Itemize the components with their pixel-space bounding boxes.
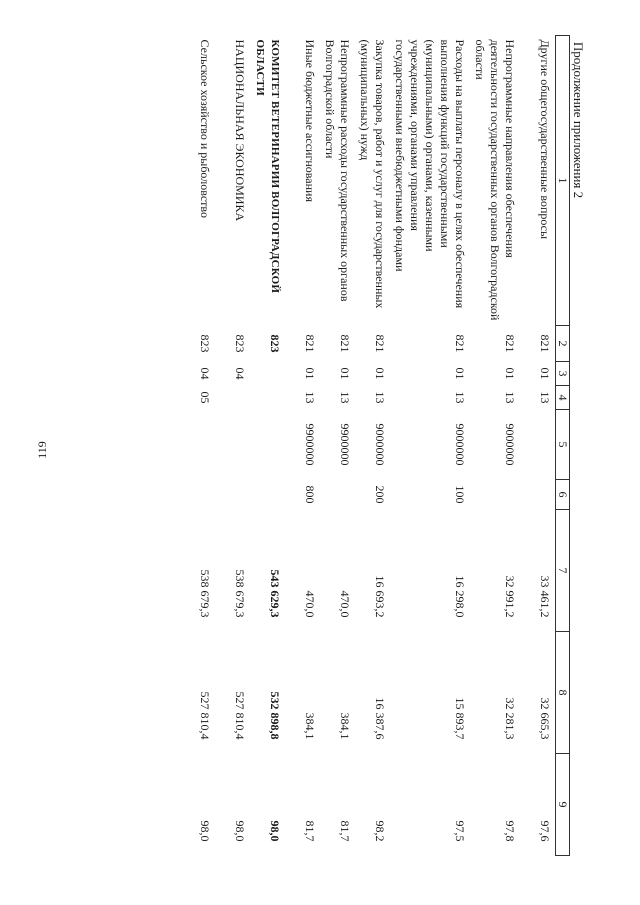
col-header-4: 4 (556, 386, 570, 410)
row-target (520, 410, 556, 480)
page-number: 119 (35, 441, 49, 459)
row-name: Непрограммные расходы государственных органов Волгоградской области (323, 39, 352, 302)
row-type (180, 480, 215, 510)
row-percent: 98,0 (268, 820, 282, 842)
col-header-3: 3 (556, 362, 570, 386)
row-code: 821 (453, 334, 467, 353)
row-target: 9000000 (453, 423, 467, 466)
row-section: 01 (303, 367, 317, 380)
table-row (320, 36, 355, 856)
table-row (180, 36, 215, 856)
row-type (250, 480, 285, 510)
row-type (470, 480, 520, 510)
budget-table (180, 35, 570, 856)
row-percent: 97,6 (538, 820, 552, 842)
table-row (215, 36, 250, 856)
row-planned: 538 679,3 (233, 569, 247, 618)
row-planned: 470,0 (338, 590, 352, 618)
row-name: Иные бюджетные ассигнования (303, 39, 317, 202)
row-name: НАЦИОНАЛЬНАЯ ЭКОНОМИКА (233, 39, 247, 222)
row-type: 800 (303, 485, 317, 504)
row-executed: 16 387,6 (373, 697, 387, 740)
row-section: 01 (453, 367, 467, 380)
row-percent: 98,2 (373, 820, 387, 842)
budget-table-area (90, 35, 570, 855)
table-row (250, 36, 285, 856)
row-executed: 527 810,4 (233, 691, 247, 740)
row-name: Непрограммные направления обеспечения деятельности государственных органов Волгоградской области (473, 39, 517, 321)
row-subsection (250, 386, 285, 410)
row-code: 823 (198, 334, 212, 353)
row-type (215, 480, 250, 510)
row-target: 9900000 (303, 423, 317, 466)
row-type (520, 480, 556, 510)
col-header-8: 8 (556, 632, 570, 754)
row-section: 04 (233, 367, 247, 380)
row-planned: 543 629,3 (268, 569, 282, 618)
row-section: 04 (198, 367, 212, 380)
col-header-1: 1 (556, 36, 570, 326)
row-percent: 81,7 (338, 820, 352, 842)
col-header-9: 9 (556, 754, 570, 856)
row-code: 821 (303, 334, 317, 353)
row-code: 821 (538, 334, 552, 353)
row-name: Закупка товаров, работ и услуг для государственных (муниципальных) нужд (358, 39, 387, 309)
row-percent: 81,7 (303, 820, 317, 842)
row-section: 01 (338, 367, 352, 380)
row-target: 9900000 (338, 423, 352, 466)
col-header-6: 6 (556, 480, 570, 510)
row-type (320, 480, 355, 510)
row-executed: 384,1 (303, 712, 317, 740)
row-planned: 16 298,0 (453, 575, 467, 618)
row-planned: 32 991,2 (503, 575, 517, 618)
row-section (250, 362, 285, 386)
row-planned: 33 461,2 (538, 575, 552, 618)
table-row (285, 36, 320, 856)
row-type: 200 (373, 485, 387, 504)
row-planned: 538 679,3 (198, 569, 212, 618)
col-header-7: 7 (556, 510, 570, 632)
col-header-5: 5 (556, 410, 570, 480)
table-row (355, 36, 390, 856)
col-header-2: 2 (556, 326, 570, 362)
row-subsection: 13 (503, 391, 517, 404)
row-name: Сельское хозяйство и рыболовство (198, 39, 212, 219)
row-code: 823 (268, 334, 282, 353)
row-executed: 532 898,8 (268, 691, 282, 740)
row-subsection: 13 (538, 391, 552, 404)
row-target: 9000000 (503, 423, 517, 466)
row-subsection: 13 (453, 391, 467, 404)
row-executed: 32 665,3 (538, 697, 552, 740)
row-executed: 384,1 (338, 712, 352, 740)
row-executed: 15 893,7 (453, 697, 467, 740)
row-percent: 97,5 (453, 820, 467, 842)
row-subsection: 13 (373, 391, 387, 404)
row-code: 821 (373, 334, 387, 353)
row-target: 9000000 (373, 423, 387, 466)
row-percent: 97,8 (503, 820, 517, 842)
row-section: 01 (373, 367, 387, 380)
table-row (470, 36, 520, 856)
row-planned: 470,0 (303, 590, 317, 618)
budget-table-rotated (90, 35, 570, 855)
row-code: 821 (338, 334, 352, 353)
table-row (520, 36, 556, 856)
row-planned: 16 693,2 (373, 575, 387, 618)
row-target (180, 410, 215, 480)
row-type: 100 (453, 485, 467, 504)
row-executed: 527 810,4 (198, 691, 212, 740)
table-row (390, 36, 470, 856)
row-name: Расходы на выплаты персоналу в целях обеспечения выполнения функций государственными (муниципальными) органами, казенными учреждениями, органами управления государственными внебюджетными фондами (393, 39, 467, 309)
row-executed: 32 281,3 (503, 697, 517, 740)
header-row (556, 36, 570, 856)
row-code: 821 (503, 334, 517, 353)
row-target (215, 410, 250, 480)
row-target (250, 410, 285, 480)
row-subsection: 13 (303, 391, 317, 404)
continuation-text: Продолжение приложения 2 (571, 41, 586, 199)
row-subsection: 13 (338, 391, 352, 404)
row-subsection (215, 386, 250, 410)
row-section: 01 (503, 367, 517, 380)
row-section: 01 (538, 367, 552, 380)
row-name: Другие общегосударственные вопросы (538, 39, 552, 240)
row-code: 823 (233, 334, 247, 353)
row-percent: 98,0 (198, 820, 212, 842)
row-name: КОМИТЕТ ВЕТЕРИНАРИИ ВОЛГОГРАДСКОЙ ОБЛАСТИ (254, 39, 281, 294)
row-subsection: 05 (198, 391, 212, 404)
row-percent: 98,0 (233, 820, 247, 842)
